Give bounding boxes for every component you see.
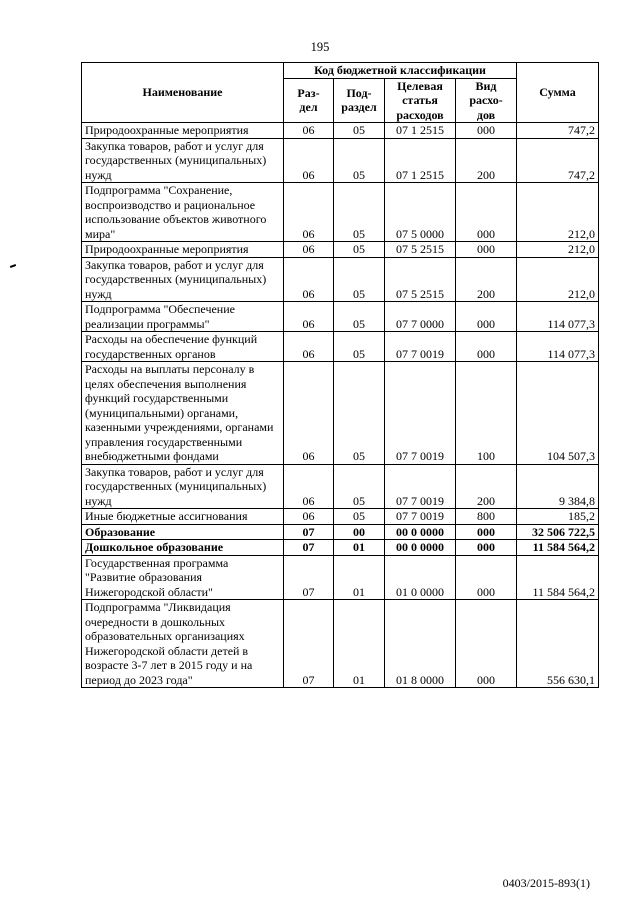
footer-document-code: 0403/2015-893(1) [502, 876, 590, 890]
cell-section: 06 [284, 332, 334, 362]
cell-type: 000 [456, 600, 517, 688]
cell-section: 06 [284, 302, 334, 332]
header-subsection: Под- раздел [334, 78, 385, 123]
margin-mark [10, 264, 16, 268]
table-row [82, 332, 599, 362]
cell-type: 000 [456, 524, 517, 540]
cell-subsection: 01 [334, 540, 385, 556]
cell-section: 06 [284, 183, 334, 242]
table-row [82, 138, 599, 183]
header-expense-type: Вид расхо- дов [456, 78, 517, 123]
cell-name: Закупка товаров, работ и услуг для государственных (муниципальных) нужд [82, 138, 284, 183]
cell-name: Образование [82, 524, 284, 540]
cell-amount: 185,2 [517, 509, 599, 525]
cell-subsection: 01 [334, 555, 385, 600]
cell-section: 06 [284, 464, 334, 509]
cell-section: 06 [284, 257, 334, 302]
cell-target: 07 7 0019 [385, 464, 456, 509]
cell-subsection: 01 [334, 600, 385, 688]
table-body [82, 123, 599, 688]
cell-amount: 556 630,1 [517, 600, 599, 688]
cell-amount: 11 584 564,2 [517, 555, 599, 600]
cell-subsection: 05 [334, 257, 385, 302]
cell-subsection: 05 [334, 332, 385, 362]
header-section: Раз- дел [284, 78, 334, 123]
cell-subsection: 05 [334, 509, 385, 525]
cell-section: 07 [284, 540, 334, 556]
cell-subsection: 05 [334, 464, 385, 509]
cell-section: 06 [284, 123, 334, 139]
cell-name: Подпрограмма "Сохранение, воспроизводство и рациональное использование объектов животного мира" [82, 183, 284, 242]
cell-target: 07 5 2515 [385, 242, 456, 258]
header-target-article: Целевая статья расходов [385, 78, 456, 123]
cell-amount: 104 507,3 [517, 362, 599, 465]
table-row [82, 509, 599, 525]
cell-amount: 747,2 [517, 123, 599, 139]
cell-target: 07 1 2515 [385, 123, 456, 139]
cell-amount: 9 384,8 [517, 464, 599, 509]
cell-type: 100 [456, 362, 517, 465]
table-header [82, 63, 599, 123]
cell-target: 07 5 0000 [385, 183, 456, 242]
cell-target: 07 7 0019 [385, 362, 456, 465]
table-row [82, 183, 599, 242]
cell-type: 000 [456, 540, 517, 556]
cell-amount: 747,2 [517, 138, 599, 183]
cell-name: Расходы на обеспечение функций государственных органов [82, 332, 284, 362]
table-row [82, 524, 599, 540]
cell-type: 200 [456, 257, 517, 302]
cell-subsection: 05 [334, 183, 385, 242]
table-row [82, 362, 599, 465]
cell-amount: 114 077,3 [517, 332, 599, 362]
table-row [82, 600, 599, 688]
cell-amount: 11 584 564,2 [517, 540, 599, 556]
cell-section: 06 [284, 242, 334, 258]
cell-name: Подпрограмма "Обеспечение реализации программы" [82, 302, 284, 332]
cell-name: Иные бюджетные ассигнования [82, 509, 284, 525]
cell-type: 000 [456, 555, 517, 600]
cell-amount: 212,0 [517, 242, 599, 258]
cell-amount: 32 506 722,5 [517, 524, 599, 540]
cell-section: 07 [284, 555, 334, 600]
cell-amount: 212,0 [517, 183, 599, 242]
header-amount: Сумма [517, 63, 599, 123]
cell-target: 07 1 2515 [385, 138, 456, 183]
page-number: 195 [310, 40, 330, 54]
cell-type: 000 [456, 332, 517, 362]
cell-subsection: 05 [334, 138, 385, 183]
table-row [82, 242, 599, 258]
table-row [82, 123, 599, 139]
cell-section: 07 [284, 524, 334, 540]
cell-target: 07 7 0000 [385, 302, 456, 332]
cell-name: Природоохранные мероприятия [82, 123, 284, 139]
cell-target: 07 7 0019 [385, 509, 456, 525]
budget-table [81, 62, 599, 688]
cell-type: 200 [456, 138, 517, 183]
header-classification-group: Код бюджетной классификации [284, 63, 517, 79]
cell-subsection: 05 [334, 242, 385, 258]
cell-section: 06 [284, 509, 334, 525]
cell-type: 200 [456, 464, 517, 509]
cell-target: 00 0 0000 [385, 524, 456, 540]
cell-subsection: 00 [334, 524, 385, 540]
table-row [82, 540, 599, 556]
cell-amount: 114 077,3 [517, 302, 599, 332]
cell-target: 07 7 0019 [385, 332, 456, 362]
cell-section: 06 [284, 138, 334, 183]
cell-type: 000 [456, 123, 517, 139]
cell-name: Закупка товаров, работ и услуг для государственных (муниципальных) нужд [82, 464, 284, 509]
cell-name: Закупка товаров, работ и услуг для государственных (муниципальных) нужд [82, 257, 284, 302]
cell-target: 01 8 0000 [385, 600, 456, 688]
cell-type: 000 [456, 183, 517, 242]
cell-target: 00 0 0000 [385, 540, 456, 556]
table-row [82, 302, 599, 332]
cell-type: 800 [456, 509, 517, 525]
table-row [82, 257, 599, 302]
table-row [82, 464, 599, 509]
cell-name: Природоохранные мероприятия [82, 242, 284, 258]
header-name: Наименование [82, 63, 284, 123]
table-row [82, 555, 599, 600]
cell-type: 000 [456, 302, 517, 332]
cell-type: 000 [456, 242, 517, 258]
cell-subsection: 05 [334, 302, 385, 332]
cell-name: Государственная программа "Развитие образования Нижегородской области" [82, 555, 284, 600]
cell-target: 01 0 0000 [385, 555, 456, 600]
cell-subsection: 05 [334, 123, 385, 139]
cell-subsection: 05 [334, 362, 385, 465]
cell-name: Дошкольное образование [82, 540, 284, 556]
cell-amount: 212,0 [517, 257, 599, 302]
cell-name: Расходы на выплаты персоналу в целях обеспечения выполнения функций государственными (муниципальными) органами, казенными учреждениями, органами управления государственными внебюджетными фондами [82, 362, 284, 465]
cell-target: 07 5 2515 [385, 257, 456, 302]
cell-section: 07 [284, 600, 334, 688]
cell-section: 06 [284, 362, 334, 465]
cell-name: Подпрограмма "Ликвидация очередности в дошкольных образовательных организациях Нижегородской области детей в возрасте 3-7 лет в 2015 году и на период до 2023 года" [82, 600, 284, 688]
